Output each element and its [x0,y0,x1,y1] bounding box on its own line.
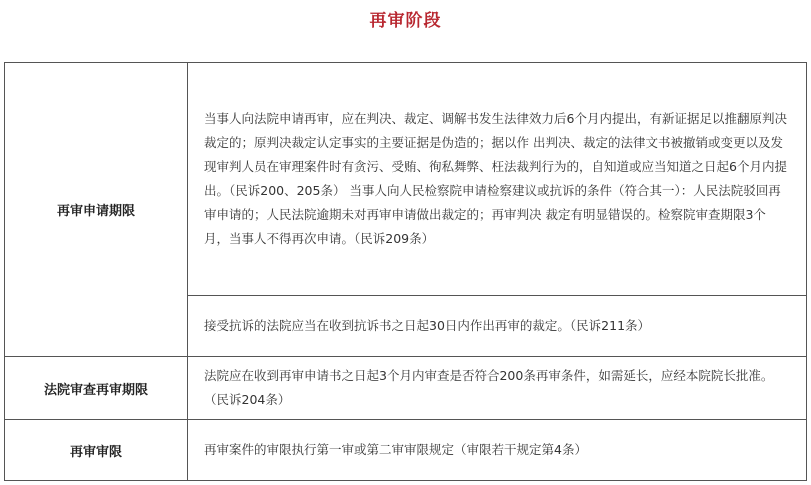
row-label-court-review-deadline [5,357,188,420]
table-row [5,63,807,296]
row-content-cell [188,296,807,357]
table-row [5,420,807,481]
row-content-cell [188,63,807,296]
row-content-text: 当事人向法院申请再审，应在判决、裁定、调解书发生法律效力后6个月内提出，有新证据足以推翻原判决裁定的；原判决裁定认定事实的主要证据是伪造的；据以作 出判决、裁定的法律文书被撤销或变更以及发现审判人员在审理案件时有贪污、受贿、徇私舞弊、枉法裁判行为的，自知道或应当知道之日起6个月内提出。（民诉200、205条） 当事人向人民检察院申请检察建议或抗诉的条件（符合其一）：人民法院驳回再审申请的；人民法院逾期未对再审申请做出裁定的；再审判决 裁定有明显错误的。检察院审查期限3个月，当事人不得再次申请。（民诉209条） [204,111,787,246]
row-content-cell [188,420,807,481]
row-content-text: 再审案件的审限执行第一审或第二审审限规定（审限若干规定第4条） [204,442,587,457]
row-label-text: 再审申请期限 [56,204,135,219]
row-content-cell [188,357,807,420]
row-label-text: 再审审限 [69,444,122,460]
info-table [4,62,807,481]
row-label-retrial-time-limit [5,420,188,481]
row-content-text: 接受抗诉的法院应当在收到抗诉书之日起30日内作出再审的裁定。（民诉211条） [204,318,651,333]
page-title: 再审阶段 [369,11,442,31]
table-row [5,357,807,420]
row-content-text: 法院应在收到再审申请书之日起3个月内审查是否符合200条再审条件，如需延长，应经本院院长批准。（民诉204条） [204,368,774,407]
row-label-retrial-application-deadline [5,63,188,357]
row-label-text: 法院审查再审期限 [43,382,148,398]
